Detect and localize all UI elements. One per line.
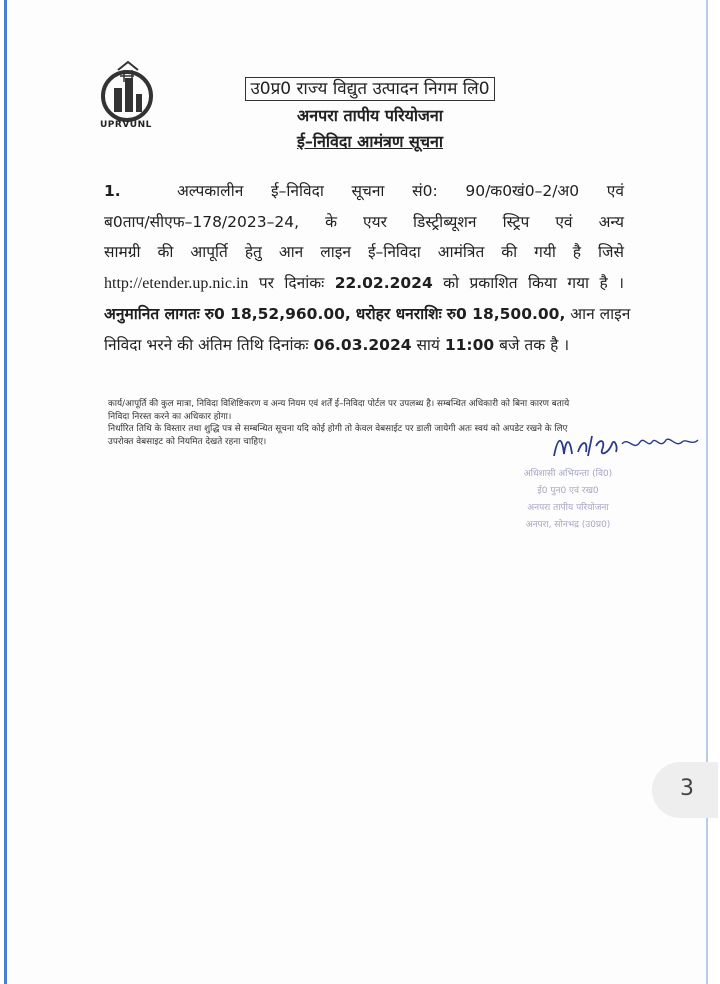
cost-value: रु0 18,52,960.00,	[204, 305, 351, 323]
org-name: उ0प्र0 राज्य विद्युत उत्पादन निगम लि0	[245, 77, 494, 101]
notice-line-3: सामग्री की आपूर्ति हेतु आन लाइन ई–निविदा आमंत्रित की गयी है जिसे	[104, 243, 624, 261]
notice-line-5	[104, 299, 631, 330]
org-name-heading	[180, 76, 560, 99]
note-line-2: निविदा निरस्त करने का अधिकार होगा।	[108, 411, 232, 422]
signature-icon	[548, 426, 708, 466]
publish-date: 22.02.2024	[334, 273, 433, 292]
cost-label: अनुमानित लागतः	[104, 305, 200, 323]
notice-line-4	[104, 268, 624, 300]
logo-text: UPRVUNL	[100, 120, 152, 130]
notice-line-6	[104, 330, 624, 361]
notice-line-1	[104, 176, 624, 207]
stamp-line-3: अनपरा तापीय परियोजना	[527, 503, 609, 513]
emd-label: धरोहर धनराशिः	[355, 305, 442, 323]
note-line-3: निर्धारित तिथि के विस्तार तथा शुद्धि पत्र से सम्बन्धित सूचना यदि कोई होगी तो केवल वेबसाईट पर डाली जायेगी अतः स्वयं को अपडेट रखने के लिए	[108, 424, 568, 434]
last-time: 11:00	[444, 335, 495, 354]
notice-line-1-text: अल्पकालीन ई–निविदा सूचना सं0: 90/क0खं0–2/अ0 एवं	[176, 182, 624, 200]
last-date: 06.03.2024	[313, 335, 412, 354]
project-name-heading: अनपरा तापीय परियोजना	[297, 106, 443, 125]
line-6-end: बजे तक है ।	[494, 335, 570, 354]
note-line-4: उपरोक्त वेबसाइट को नियमित देखते रहना चाहिए।	[108, 436, 267, 447]
official-stamp	[488, 466, 648, 534]
item-number: 1.	[104, 182, 121, 200]
left-frame-border	[4, 0, 7, 984]
line-4-mid: पर दिनांकः	[248, 273, 335, 292]
tender-url: http://etender.up.nic.in	[104, 274, 249, 292]
notes-section	[108, 398, 620, 448]
notice-body	[104, 176, 631, 360]
page-number: 3	[680, 776, 694, 801]
emd-value: रु0 18,500.00,	[446, 305, 566, 323]
right-frame-border	[706, 0, 708, 984]
note-line-1: कार्य/आपूर्ति की कुल मात्रा, निविदा विशिष्टिकरण व अन्य नियम एवं शर्तें ई–निविदा पोर्टल पर उपलब्ध है। सम्बन्धित अधिकारी को बिना कारण बताये	[108, 399, 570, 409]
stamp-line-1: अधिशासी अभियन्ता (वि0)	[523, 469, 613, 479]
line-6-start: निविदा भरने की अंतिम तिथि दिनांकः	[104, 335, 314, 354]
stamp-line-2: ई0 पुन0 एवं रख0	[537, 486, 599, 496]
line-5-end: आन लाइन	[565, 305, 631, 323]
stamp-line-4: अनपरा, सोनभद्र (उ0प्र0)	[525, 520, 611, 530]
notice-title: ई–निविदा आमंत्रण सूचना	[296, 132, 444, 151]
line-6-mid: सायं	[411, 335, 445, 354]
line-4-end: को प्रकाशित किया गया है ।	[432, 273, 624, 292]
notice-line-2: ब0ताप/सीएफ–178/2023–24, के एयर डिस्ट्रीब्यूशन स्ट्रिप एवं अन्य	[104, 212, 624, 231]
